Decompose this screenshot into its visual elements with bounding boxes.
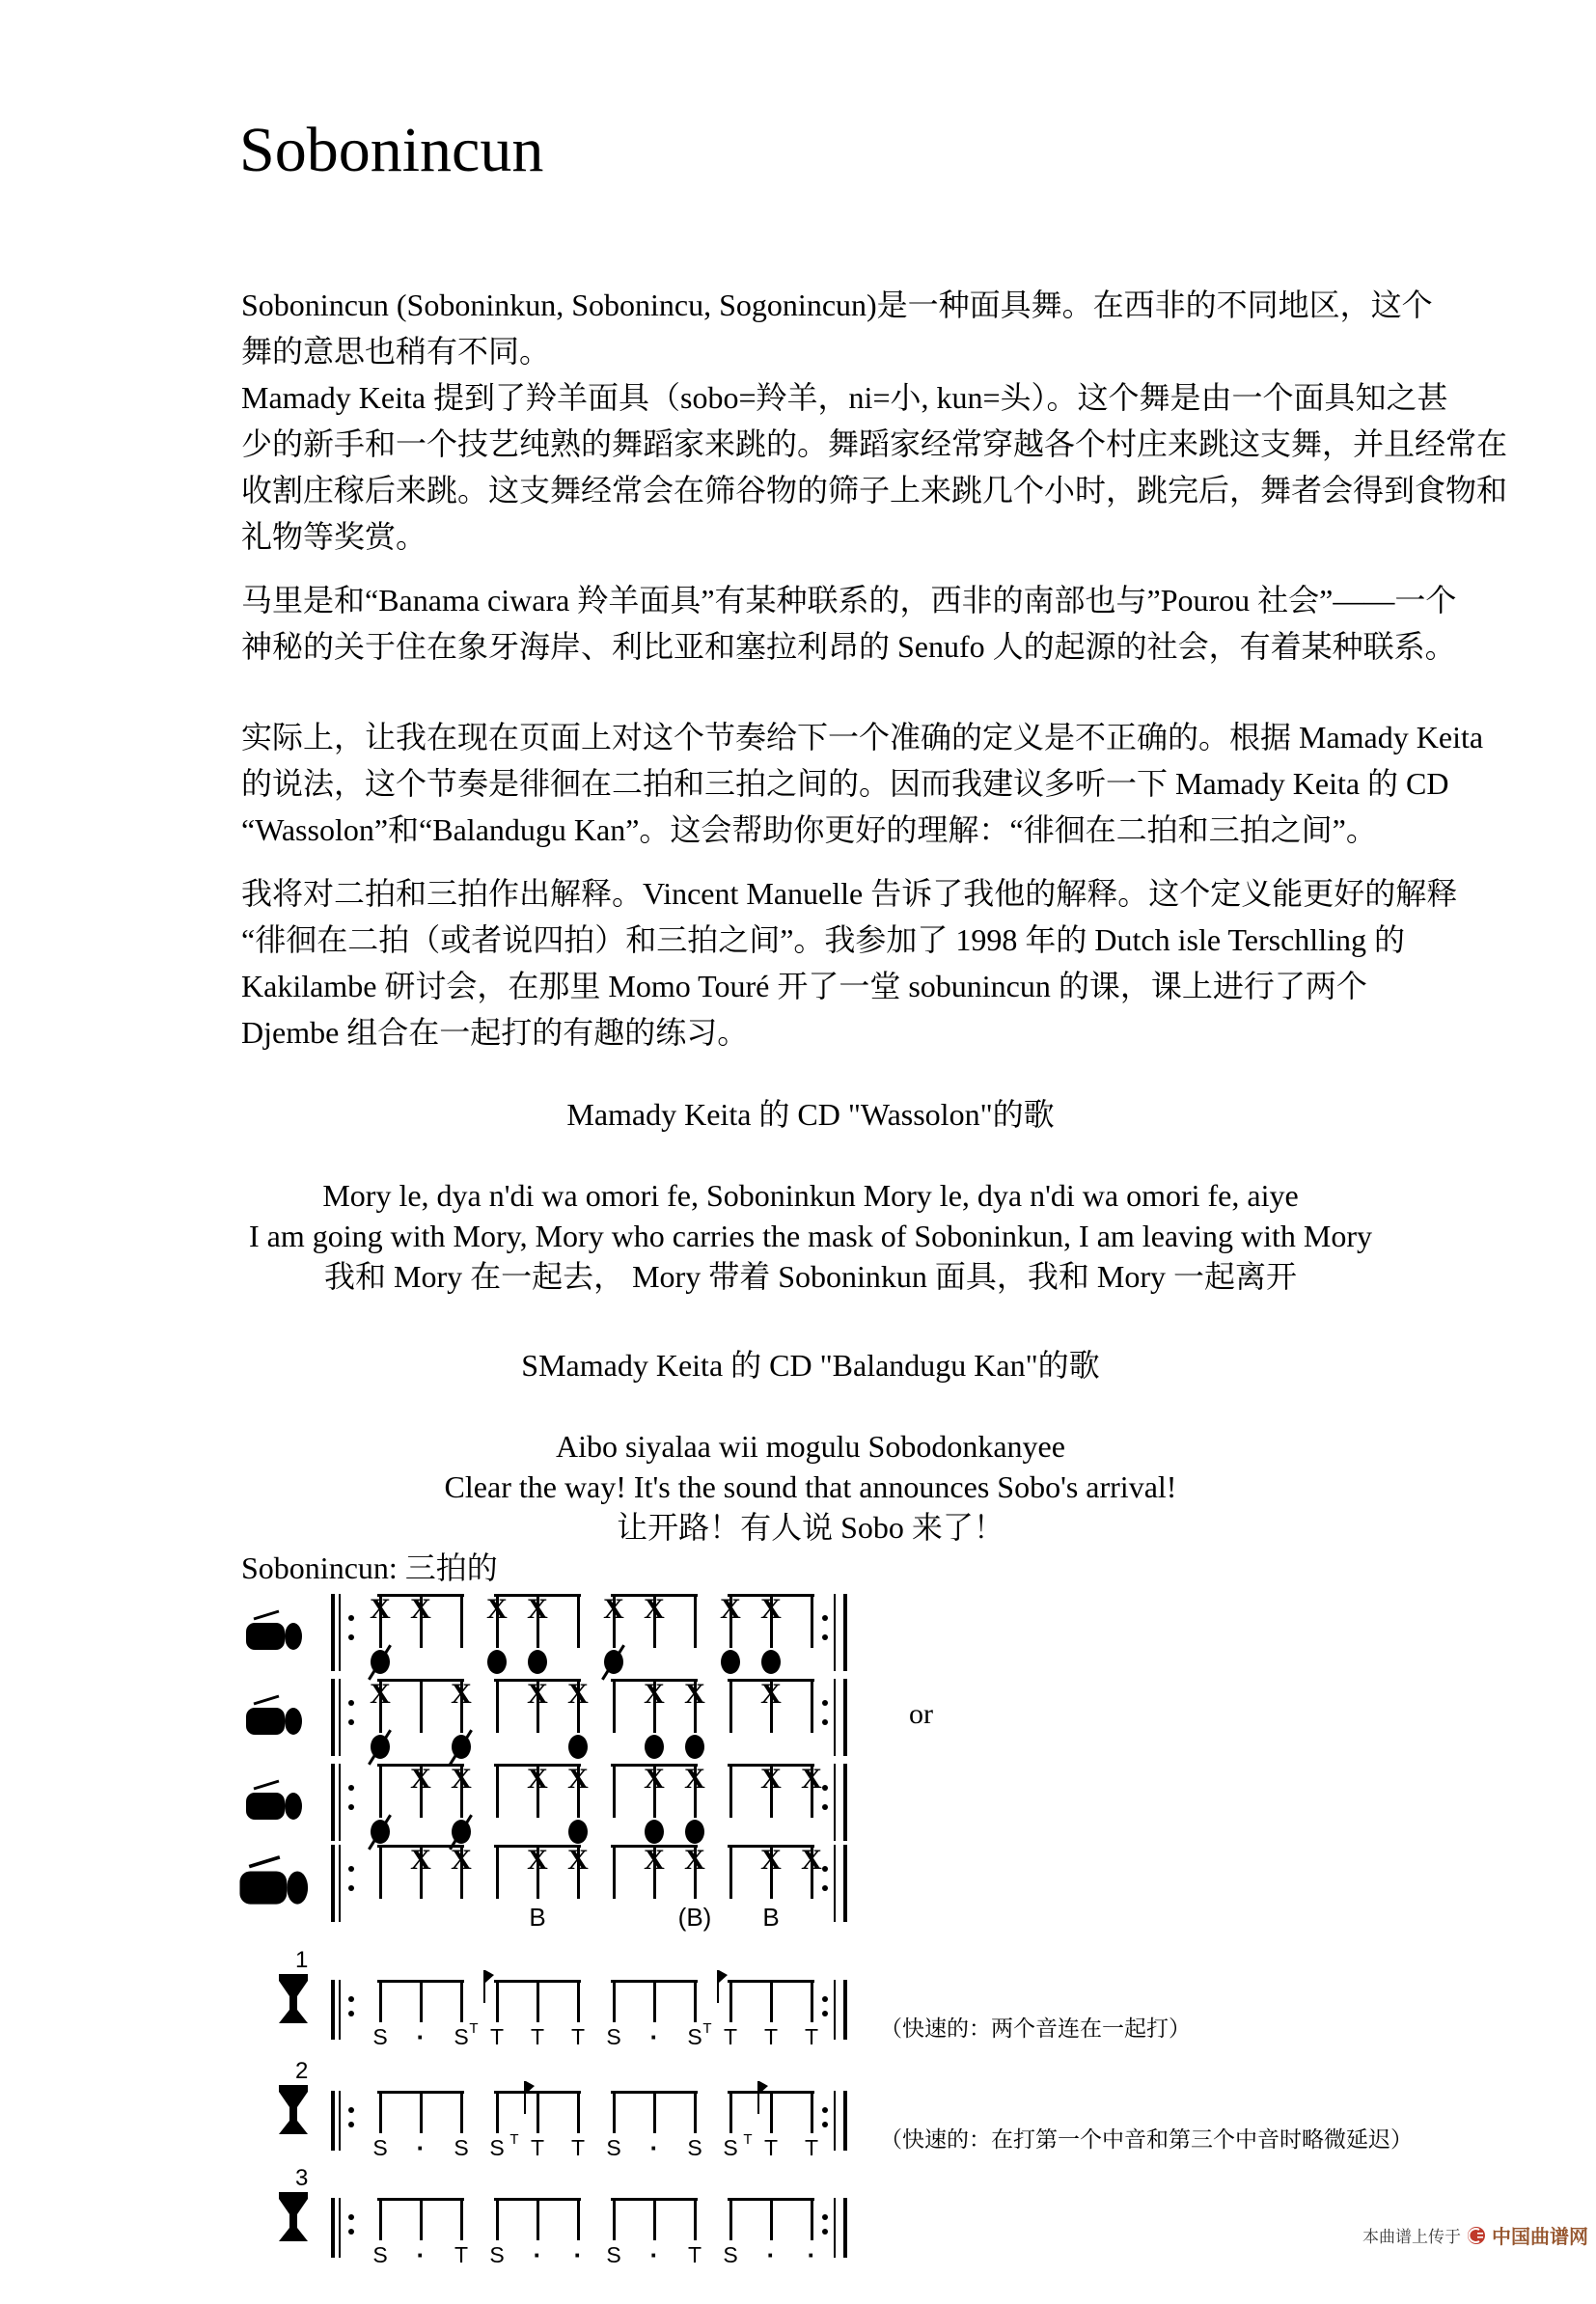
- dundun-drum-large-icon: [237, 1852, 313, 1906]
- repeat-begin-bar: [331, 1764, 335, 1841]
- repeat-end-bar: [843, 2198, 847, 2258]
- stem: [496, 1681, 499, 1733]
- text-line: Aibo siyalaa wii mogulu Sobodonkanyee: [556, 1429, 1065, 1464]
- repeat-dot: [348, 2011, 354, 2016]
- djembe-line-number: 3: [295, 2165, 309, 2191]
- repeat-dot: [822, 2011, 828, 2016]
- note-letter: T: [530, 2024, 545, 2049]
- stem: [379, 2200, 382, 2240]
- stem: [694, 2200, 697, 2240]
- text-line: Clear the way! It's the sound that announces Sobo's arrival!: [444, 1469, 1177, 1504]
- repeat-end-bar: [834, 2091, 836, 2151]
- text-line: 神秘的关于住在象牙海岸、利比亚和塞拉利昂的 Senufo 人的起源的社会，有着某种联系。: [241, 629, 1456, 664]
- paragraph-2: [241, 577, 1457, 670]
- text-line: Sobonincun (Soboninkun, Sobonincu, Sogonincun)是一种面具舞。在西非的不同地区，这个: [241, 288, 1433, 322]
- bell-x-mark: X: [644, 1593, 665, 1625]
- dundun-drum-icon: [244, 1607, 306, 1652]
- repeat-dot: [348, 2229, 354, 2235]
- djembe-line-number: 2: [295, 2058, 309, 2084]
- stem: [379, 1847, 382, 1899]
- note-letter: T: [489, 2024, 505, 2049]
- note-letter: ·: [533, 2240, 542, 2269]
- repeat-end-bar: [834, 1980, 836, 2040]
- stem: [379, 2093, 382, 2133]
- repeat-dot: [822, 1615, 828, 1621]
- note-letter: S: [687, 2024, 702, 2049]
- song1-heading: Mamady Keita 的 CD "Wassolon"的歌: [566, 1097, 1055, 1132]
- watermark-site-name: 中国曲谱网: [1492, 2227, 1588, 2248]
- bell-x-mark: X: [527, 1763, 548, 1795]
- note-letter: T: [687, 2242, 702, 2267]
- djembe-line-3: [0, 2165, 1596, 2304]
- stem: [379, 1766, 382, 1818]
- note-letter: S: [606, 2135, 621, 2160]
- bell-x-mark: X: [644, 1844, 665, 1876]
- repeat-end-bar: [834, 2198, 836, 2258]
- stem: [460, 1596, 463, 1648]
- repeat-end-bar: [834, 1594, 836, 1671]
- stem: [653, 2093, 656, 2133]
- watermark-prefix: 本曲谱上传于: [1362, 2228, 1461, 2246]
- bell-x-mark: X: [684, 1678, 705, 1710]
- bell-x-mark: X: [644, 1763, 665, 1795]
- stem: [496, 2093, 499, 2133]
- note-letter: S: [489, 2135, 505, 2160]
- djembe-line-caption: （快速的：两个音连在一起打）: [880, 2016, 1191, 2041]
- stem: [460, 2093, 463, 2133]
- stem: [729, 1847, 732, 1899]
- note-letter: S: [372, 2135, 388, 2160]
- notation-staff: [304, 1845, 883, 1941]
- bell-x-mark: X: [527, 1844, 548, 1876]
- repeat-dot: [348, 2107, 354, 2113]
- stem: [729, 2093, 732, 2133]
- bell-x-mark: X: [567, 1844, 589, 1876]
- bell-x-mark: X: [644, 1678, 665, 1710]
- stem: [729, 1766, 732, 1818]
- note-letter: S: [454, 2135, 469, 2160]
- notation-staff: [304, 2198, 883, 2294]
- stem: [577, 2093, 580, 2133]
- repeat-dot: [822, 1719, 828, 1725]
- bell-x-mark: X: [486, 1593, 508, 1625]
- repeat-dot: [348, 2214, 354, 2220]
- notation-staff: [304, 1594, 883, 1690]
- stem: [613, 1982, 616, 2022]
- bass-letter: B: [762, 1903, 780, 1932]
- bell-x-mark: X: [451, 1844, 472, 1876]
- stem: [613, 1847, 616, 1899]
- text-line: 让开路！有人说 Sobo 来了！: [617, 1510, 1004, 1545]
- text-line: Mamady Keita 提到了羚羊面具（sobo=羚羊，ni=小, kun=头）。这个舞是由一个面具知之甚: [241, 380, 1448, 415]
- repeat-dot: [348, 1700, 354, 1706]
- stem: [420, 1982, 423, 2022]
- note-letter: ·: [649, 2022, 659, 2051]
- djembe-line-caption: （快速的：在打第一个中音和第三个中音时略微延迟）: [880, 2127, 1413, 2152]
- text-line: “Wassolon”和“Balandugu Kan”。这会帮助你更好的理解：“徘徊在二拍和三拍之间”。: [241, 812, 1377, 847]
- stem: [770, 1982, 773, 2022]
- grace-stem: [483, 1970, 485, 2003]
- repeat-dot: [348, 1885, 354, 1891]
- bell-x-mark: X: [527, 1678, 548, 1710]
- stem: [537, 1982, 539, 2022]
- bell-x-mark: X: [684, 1763, 705, 1795]
- stem: [694, 1982, 697, 2022]
- repeat-dot: [348, 1866, 354, 1872]
- drum-note: [685, 1820, 704, 1844]
- text-line: Djembe 组合在一起打的有趣的练习。: [241, 1015, 749, 1050]
- repeat-end-bar: [843, 1679, 847, 1756]
- bell-x-mark: X: [801, 1763, 822, 1795]
- drum-note: [721, 1650, 740, 1674]
- song2-heading: SMamady Keita 的 CD "Balandugu Kan"的歌: [521, 1348, 1100, 1383]
- stem: [613, 2093, 616, 2133]
- drum-note: [685, 1735, 704, 1759]
- stem: [537, 2200, 539, 2240]
- stem: [729, 1982, 732, 2022]
- bell-x-mark: X: [760, 1678, 782, 1710]
- drum-note: [528, 1650, 547, 1674]
- repeat-begin-bar: [331, 1845, 335, 1922]
- grace-note-letter: T: [509, 2131, 519, 2148]
- notation-staff: [304, 1980, 883, 2076]
- stem: [420, 2093, 423, 2133]
- bell-x-mark: X: [684, 1844, 705, 1876]
- bell-x-mark: X: [410, 1593, 431, 1625]
- dundun-drum-icon: [244, 1692, 306, 1737]
- dundun-drum-icon: [244, 1777, 306, 1822]
- repeat-dot: [822, 2107, 828, 2113]
- bell-x-mark: X: [410, 1763, 431, 1795]
- bell-x-mark: X: [760, 1593, 782, 1625]
- grace-note-letter: T: [702, 2020, 712, 2037]
- text-line: 马里是和“Banama ciwara 羚羊面具”有某种联系的，西非的南部也与”Pourou 社会”——一个: [241, 583, 1457, 617]
- repeat-dot: [822, 1885, 828, 1891]
- repeat-begin-bar: [339, 1764, 341, 1841]
- stem: [537, 2093, 539, 2133]
- stem: [811, 1681, 813, 1733]
- repeat-begin-bar: [331, 2091, 335, 2151]
- bell-x-mark: X: [451, 1763, 472, 1795]
- text-line: 我将对二拍和三拍作出解释。Vincent Manuelle 告诉了我他的解释。这个定义能更好的解释: [241, 876, 1458, 911]
- stem: [613, 1681, 616, 1733]
- drum-note: [568, 1820, 588, 1844]
- stem: [811, 1596, 813, 1648]
- repeat-dot: [348, 2122, 354, 2127]
- bell-x-mark: X: [603, 1593, 624, 1625]
- repeat-end-bar: [843, 1594, 847, 1671]
- repeat-end-bar: [843, 1845, 847, 1922]
- repeat-dot: [348, 1996, 354, 2002]
- bass-letter: (B): [677, 1903, 712, 1932]
- song1-lyrics: [241, 1175, 1380, 1297]
- text-line: Mory le, dya n'di wa omori fe, Soboninkun Mory le, dya n'di wa omori fe, aiye: [322, 1178, 1299, 1213]
- grace-stem: [717, 1970, 719, 2003]
- site-logo-icon: [1467, 2226, 1486, 2245]
- stem: [420, 1681, 423, 1733]
- stem: [811, 1982, 813, 2022]
- repeat-begin-bar: [331, 2198, 335, 2258]
- text-line: Kakilambe 研讨会，在那里 Momo Touré 开了一堂 sobunincun 的课，课上进行了两个: [241, 969, 1367, 1003]
- text-line: 实际上，让我在现在页面上对这个节奏给下一个准确的定义是不正确的。根据 Mamady Keita: [241, 720, 1484, 754]
- page-title: Sobonincun: [239, 115, 544, 185]
- stem: [694, 2093, 697, 2133]
- notation-staff: [304, 2091, 883, 2187]
- djembe-line-2: [0, 2058, 1596, 2197]
- note-letter: S: [723, 2242, 738, 2267]
- note-letter: T: [530, 2135, 545, 2160]
- note-letter: ·: [416, 2022, 426, 2051]
- note-letter: T: [723, 2024, 738, 2049]
- stem: [379, 1982, 382, 2022]
- note-letter: ·: [416, 2240, 426, 2269]
- repeat-dot: [822, 1804, 828, 1810]
- note-letter: S: [606, 2242, 621, 2267]
- repeat-dot: [822, 1996, 828, 2002]
- note-letter: ·: [766, 2240, 776, 2269]
- stem: [577, 1596, 580, 1648]
- note-letter: S: [489, 2242, 505, 2267]
- paragraph-4: [241, 870, 1458, 1056]
- note-letter: T: [804, 2135, 819, 2160]
- stem: [460, 2200, 463, 2240]
- repeat-begin-bar: [339, 2091, 341, 2151]
- repeat-dot: [822, 2122, 828, 2127]
- note-letter: S: [372, 2242, 388, 2267]
- grace-flag-icon: [485, 1970, 494, 1983]
- note-letter: ·: [573, 2240, 583, 2269]
- stem: [770, 2093, 773, 2133]
- text-line: 礼物等奖赏。: [241, 519, 427, 554]
- bell-x-mark: X: [567, 1763, 589, 1795]
- grace-stem: [524, 2081, 526, 2114]
- text-line: I am going with Mory, Mory who carries the mask of Soboninkun, I am leaving with Mory: [249, 1219, 1372, 1253]
- bell-x-mark: X: [370, 1678, 391, 1710]
- repeat-begin-bar: [339, 1980, 341, 2040]
- repeat-begin-bar: [331, 1594, 335, 1671]
- stem: [496, 1766, 499, 1818]
- note-letter: T: [570, 2024, 586, 2049]
- bell-x-mark: X: [410, 1844, 431, 1876]
- stem: [613, 2200, 616, 2240]
- repeat-begin-bar: [339, 1845, 341, 1922]
- note-letter: T: [763, 2135, 779, 2160]
- song2-lyrics: [241, 1426, 1380, 1548]
- stem: [729, 1681, 732, 1733]
- repeat-begin-bar: [339, 2198, 341, 2258]
- repeat-dot: [348, 1804, 354, 1810]
- djembe-line-1: [0, 1947, 1596, 2086]
- djembe-line-number: 1: [295, 1947, 309, 1973]
- repeat-end-bar: [834, 1845, 836, 1922]
- text-line: 收割庄稼后来跳。这支舞经常会在筛谷物的筛子上来跳几个小时，跳完后，舞者会得到食物和: [241, 473, 1508, 507]
- note-letter: T: [570, 2135, 586, 2160]
- text-line: 我和 Mory 在一起去， Mory 带着 Soboninkun 面具，我和 Mory 一起离开: [323, 1259, 1298, 1294]
- stem: [653, 1982, 656, 2022]
- bell-x-mark: X: [451, 1678, 472, 1710]
- stem: [613, 1766, 616, 1818]
- text-line: “徘徊在二拍（或者说四拍）和三拍之间”。我参加了 1998 年的 Dutch isle Terschlling 的: [241, 922, 1405, 957]
- stem: [577, 2200, 580, 2240]
- bell-x-mark: X: [720, 1593, 741, 1625]
- or-label: or: [909, 1698, 933, 1730]
- grace-note-letter: T: [469, 2020, 479, 2037]
- repeat-end-bar: [834, 1764, 836, 1841]
- stem: [729, 2200, 732, 2240]
- text-line: 的说法，这个节奏是徘徊在二拍和三拍之间的。因而我建议多听一下 Mamady Keita 的 CD: [241, 766, 1449, 801]
- repeat-end-bar: [843, 1764, 847, 1841]
- note-letter: S: [454, 2024, 469, 2049]
- stem: [496, 1847, 499, 1899]
- stem: [811, 2200, 813, 2240]
- repeat-begin-bar: [339, 1679, 341, 1756]
- repeat-dot: [348, 1615, 354, 1621]
- bell-x-mark: X: [760, 1763, 782, 1795]
- repeat-dot: [822, 1700, 828, 1706]
- drum-note: [645, 1735, 664, 1759]
- bell-x-mark: X: [527, 1593, 548, 1625]
- stem: [496, 1982, 499, 2022]
- note-letter: T: [454, 2242, 469, 2267]
- note-letter: ·: [807, 2240, 816, 2269]
- note-letter: S: [372, 2024, 388, 2049]
- repeat-dot: [822, 1634, 828, 1640]
- bass-letter: B: [529, 1903, 546, 1932]
- note-letter: S: [606, 2024, 621, 2049]
- drum-note: [645, 1820, 664, 1844]
- note-letter: T: [763, 2024, 779, 2049]
- note-letter: T: [804, 2024, 819, 2049]
- repeat-dot: [348, 1785, 354, 1791]
- note-letter: ·: [649, 2240, 659, 2269]
- grace-stem: [757, 2081, 759, 2114]
- paragraph-3: [241, 714, 1484, 853]
- repeat-dot: [348, 1719, 354, 1725]
- repeat-dot: [822, 2214, 828, 2220]
- grace-note-letter: T: [743, 2131, 753, 2148]
- note-letter: S: [723, 2135, 738, 2160]
- stem: [496, 2200, 499, 2240]
- stem: [577, 1982, 580, 2022]
- repeat-end-bar: [834, 1679, 836, 1756]
- stem: [653, 2200, 656, 2240]
- drum-note: [761, 1650, 781, 1674]
- repeat-begin-bar: [339, 1594, 341, 1671]
- note-letter: ·: [649, 2133, 659, 2162]
- bell-x-mark: X: [760, 1844, 782, 1876]
- repeat-dot: [348, 1634, 354, 1640]
- stem: [770, 2200, 773, 2240]
- note-letter: ·: [416, 2133, 426, 2162]
- note-letter: S: [687, 2135, 702, 2160]
- text-line: 少的新手和一个技艺纯熟的舞蹈家来跳的。舞蹈家经常穿越各个村庄来跳这支舞，并且经常在: [241, 426, 1508, 461]
- site-watermark: [1362, 2221, 1588, 2249]
- text-line: 舞的意思也稍有不同。: [241, 334, 551, 369]
- stem: [460, 1982, 463, 2022]
- notation-staff: [304, 1679, 883, 1775]
- repeat-end-bar: [843, 1980, 847, 2040]
- stem: [420, 2200, 423, 2240]
- drum-note: [487, 1650, 507, 1674]
- grace-flag-icon: [719, 1970, 728, 1983]
- dundun-line-4: [0, 1845, 1596, 1951]
- stem: [811, 2093, 813, 2133]
- drum-note: [568, 1735, 588, 1759]
- repeat-dot: [822, 2229, 828, 2235]
- repeat-begin-bar: [331, 1679, 335, 1756]
- repeat-end-bar: [843, 2091, 847, 2151]
- bell-x-mark: X: [567, 1678, 589, 1710]
- repeat-begin-bar: [331, 1980, 335, 2040]
- bell-x-mark: X: [801, 1844, 822, 1876]
- paragraph-1: [241, 282, 1508, 560]
- section-label: Sobonincun: 三拍的: [241, 1550, 498, 1585]
- stem: [694, 1596, 697, 1648]
- bell-x-mark: X: [370, 1593, 391, 1625]
